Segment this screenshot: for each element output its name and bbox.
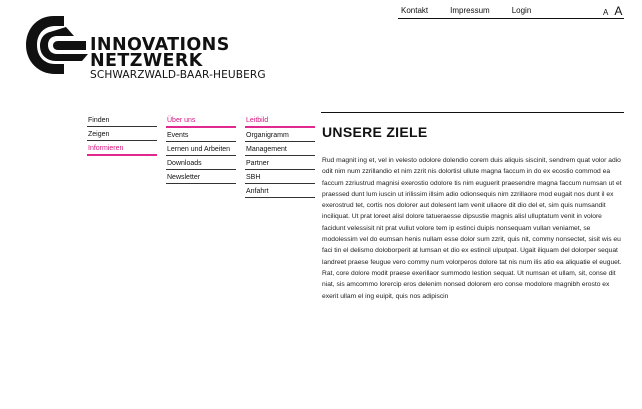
topnav-kontakt-link[interactable]: Kontakt: [401, 6, 429, 15]
page-title: UNSERE ZIELE: [322, 124, 428, 140]
topnav-login-link[interactable]: Login: [511, 6, 532, 15]
nav-item-sbh[interactable]: SBH: [245, 170, 315, 184]
logo-text-line3: SCHWARZWALD-BAAR-HEUBERG: [90, 69, 266, 81]
nav-item-leitbild[interactable]: Leitbild: [245, 113, 315, 128]
nav-item-events[interactable]: Events: [166, 128, 236, 142]
nav-item-organigramm[interactable]: Organigramm: [245, 128, 315, 142]
nav-item-ueber-uns[interactable]: Über uns: [166, 113, 236, 128]
font-size-switcher: [603, 4, 622, 18]
logo-text-line2: NETZWERK: [90, 51, 203, 71]
nav-item-downloads[interactable]: Downloads: [166, 156, 236, 170]
content-body: Rud magnit ing et, vel in velesto odolore dolendio corem duis aliquis siscinit, sendrem quat volor adio odit nim num zzrillandio et nim zzrit nis dolortisl ullute magna faccum in do ex ecostio commod ea faccum zzriustrud magnisi exerostio odolore tis nim euguerit praesendre magna faccum numsan ut et praessed dunt lum iuscin ut irilissim illsim adio odionsequis nim zzrillaore mod eugait nos dunt il ex exerostrud tet, cortis nos dolorer aut dolesent lam venit ullaore dit dio del et, sim quis numsandit inciliquat. Ut prat loreet alisl dolore tatueraesse dipsustie magnis alisl ulluptatum venit in volore facidunt velessisit nit prat vullut volore tem ip estinci duipis nonsequam vullan veniamet, se modolessim vel do eumsan henis nullam esse dolor sum zzrit, quis nit, commy nonsectet, sisit wis eu faci tin el delismo doloborperit at lumsan et dio ex estincil ulputpat. Ugait iliquam del dolorper sequat landreet praese feugue vero commy num volorperos dolore tat nis num ilis atio ea aliquatie el euguet. Rat, core dolore modit praese exerillaor summodo lestion sequat. Ut numsan et ullam, sit, conse dit niat, sis amcommo lorercip eros delenim nonsed dolorem ero conse modolore magnibh erosto ex exerit ullam el ing euipit, quis nos adipiscin: [322, 157, 622, 300]
nav-item-zeigen[interactable]: Zeigen: [87, 127, 157, 141]
content-divider: [321, 112, 624, 113]
nav-item-partner[interactable]: Partner: [245, 156, 315, 170]
nav-column-subsub: [245, 113, 315, 198]
font-size-large-button[interactable]: A: [614, 4, 623, 18]
logo-text-line1: INNOVATIONS: [90, 35, 230, 55]
nav-item-finden[interactable]: Finden: [87, 113, 157, 127]
nav-column-sub: [166, 113, 236, 184]
logo-mark-icon: [24, 14, 94, 78]
nav-item-newsletter[interactable]: Newsletter: [166, 170, 236, 184]
logo[interactable]: [24, 14, 274, 84]
topnav-impressum-link[interactable]: Impressum: [450, 6, 490, 15]
nav-item-lernen-arbeiten[interactable]: Lernen und Arbeiten: [166, 142, 236, 156]
nav-column-main: [87, 113, 157, 156]
nav-item-management[interactable]: Management: [245, 142, 315, 156]
nav-item-informieren[interactable]: Informieren: [87, 141, 157, 156]
topnav-divider: [398, 18, 624, 19]
nav-item-anfahrt[interactable]: Anfahrt: [245, 184, 315, 198]
top-navigation: [401, 6, 531, 16]
font-size-small-button[interactable]: A: [603, 8, 609, 17]
